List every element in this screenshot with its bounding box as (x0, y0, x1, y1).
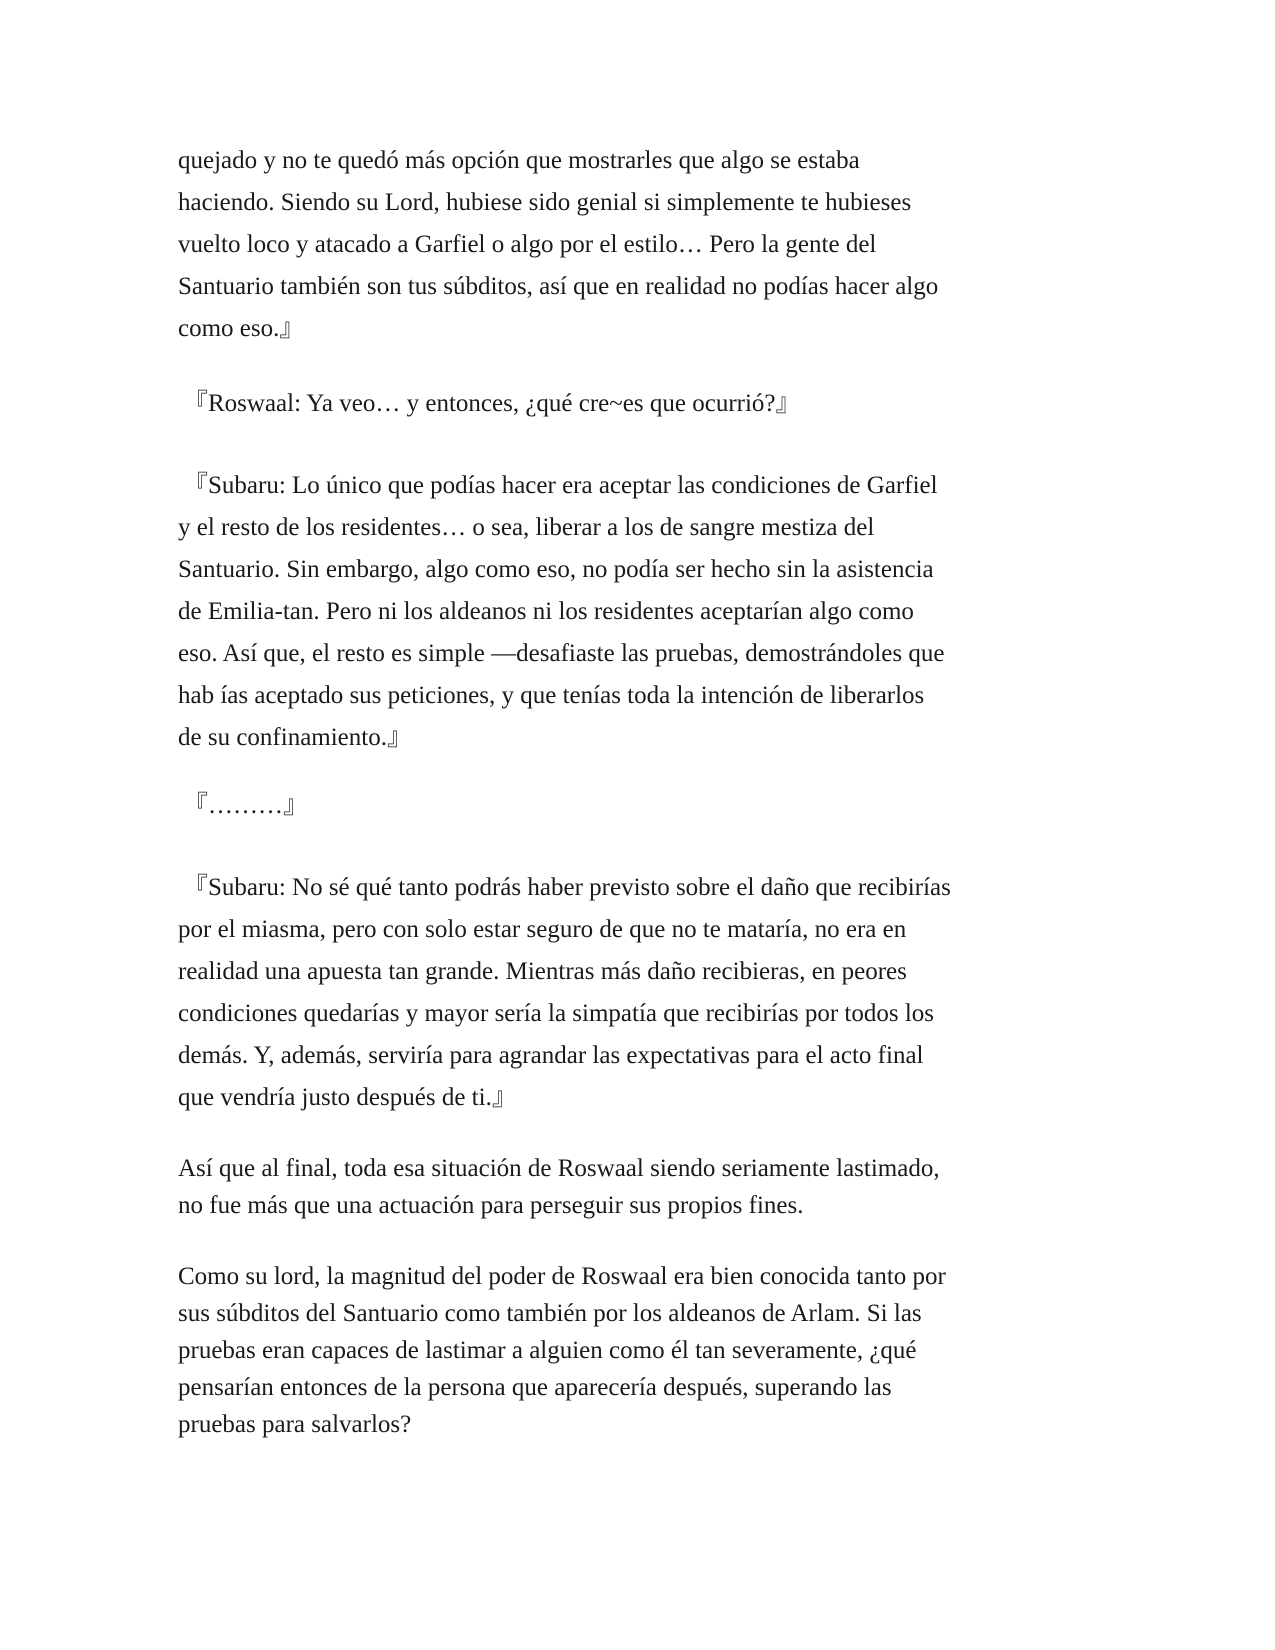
text-line: pruebas para salvarlos? (178, 1411, 412, 1438)
text-line: de su confinamiento.』 (178, 724, 412, 751)
text-line: Santuario también son tus súbditos, así que en realidad no podías hacer algo (178, 273, 939, 300)
text-line: por el miasma, pero con solo estar seguro de que no te mataría, no era en (178, 916, 907, 943)
text-line: Como su lord, la magnitud del poder de Roswaal era bien conocida tanto por (178, 1263, 946, 1290)
text-line: que vendría justo después de ti.』 (178, 1084, 517, 1111)
text-line: como eso.』 (178, 315, 305, 342)
paragraph-subaru-dialogue-2 (178, 867, 1098, 1119)
text-line: pruebas eran capaces de lastimar a alguien como él tan severamente, ¿qué (178, 1337, 917, 1364)
text-line: Así que al final, toda esa situación de Roswaal siendo seriamente lastimado, (178, 1155, 940, 1182)
text-line: y el resto de los residentes… o sea, liberar a los de sangre mestiza del (178, 514, 875, 541)
text-line: 『Subaru: No sé qué tanto podrás haber previsto sobre el daño que recibirías (183, 874, 951, 901)
text-line: Santuario. Sin embargo, algo como eso, no podía ser hecho sin la asistencia (178, 556, 934, 583)
text-line: eso. Así que, el resto es simple —desafiaste las pruebas, demostrándoles que (178, 640, 945, 667)
text-line: 『………』 (183, 792, 309, 819)
text-line: pensarían entonces de la persona que aparecería después, superando las (178, 1374, 892, 1401)
text-line: quejado y no te quedó más opción que mostrarles que algo se estaba (178, 147, 860, 174)
paragraph-roswaal-dialogue (183, 383, 1103, 425)
paragraph-narration-1 (178, 1150, 1098, 1224)
text-line: demás. Y, además, serviría para agrandar las expectativas para el acto final (178, 1042, 924, 1069)
text-line: vuelto loco y atacado a Garfiel o algo por el estilo… Pero la gente del (178, 231, 877, 258)
text-line: realidad una apuesta tan grande. Mientras más daño recibieras, en peores (178, 958, 907, 985)
text-line: haciendo. Siendo su Lord, hubiese sido genial si simplemente te hubieses (178, 189, 912, 216)
text-line: no fue más que una actuación para perseguir sus propios fines. (178, 1192, 804, 1219)
paragraph-narration-2 (178, 1258, 1098, 1443)
paragraph-ellipsis-dialogue (183, 785, 1103, 827)
text-line: condiciones quedarías y mayor sería la simpatía que recibirías por todos los (178, 1000, 935, 1027)
text-line: hab ías aceptado sus peticiones, y que tenías toda la intención de liberarlos (178, 682, 925, 709)
paragraph-1 (178, 140, 1098, 350)
text-line: sus súbditos del Santuario como también por los aldeanos de Arlam. Si las (178, 1300, 922, 1327)
paragraph-subaru-dialogue-1 (178, 465, 1098, 759)
text-line: 『Subaru: Lo único que podías hacer era aceptar las condiciones de Garfiel (183, 472, 938, 499)
text-line: de Emilia-tan. Pero ni los aldeanos ni los residentes aceptarían algo como (178, 598, 914, 625)
text-line: 『Roswaal: Ya veo… y entonces, ¿qué cre~es que ocurrió?』 (183, 390, 801, 417)
